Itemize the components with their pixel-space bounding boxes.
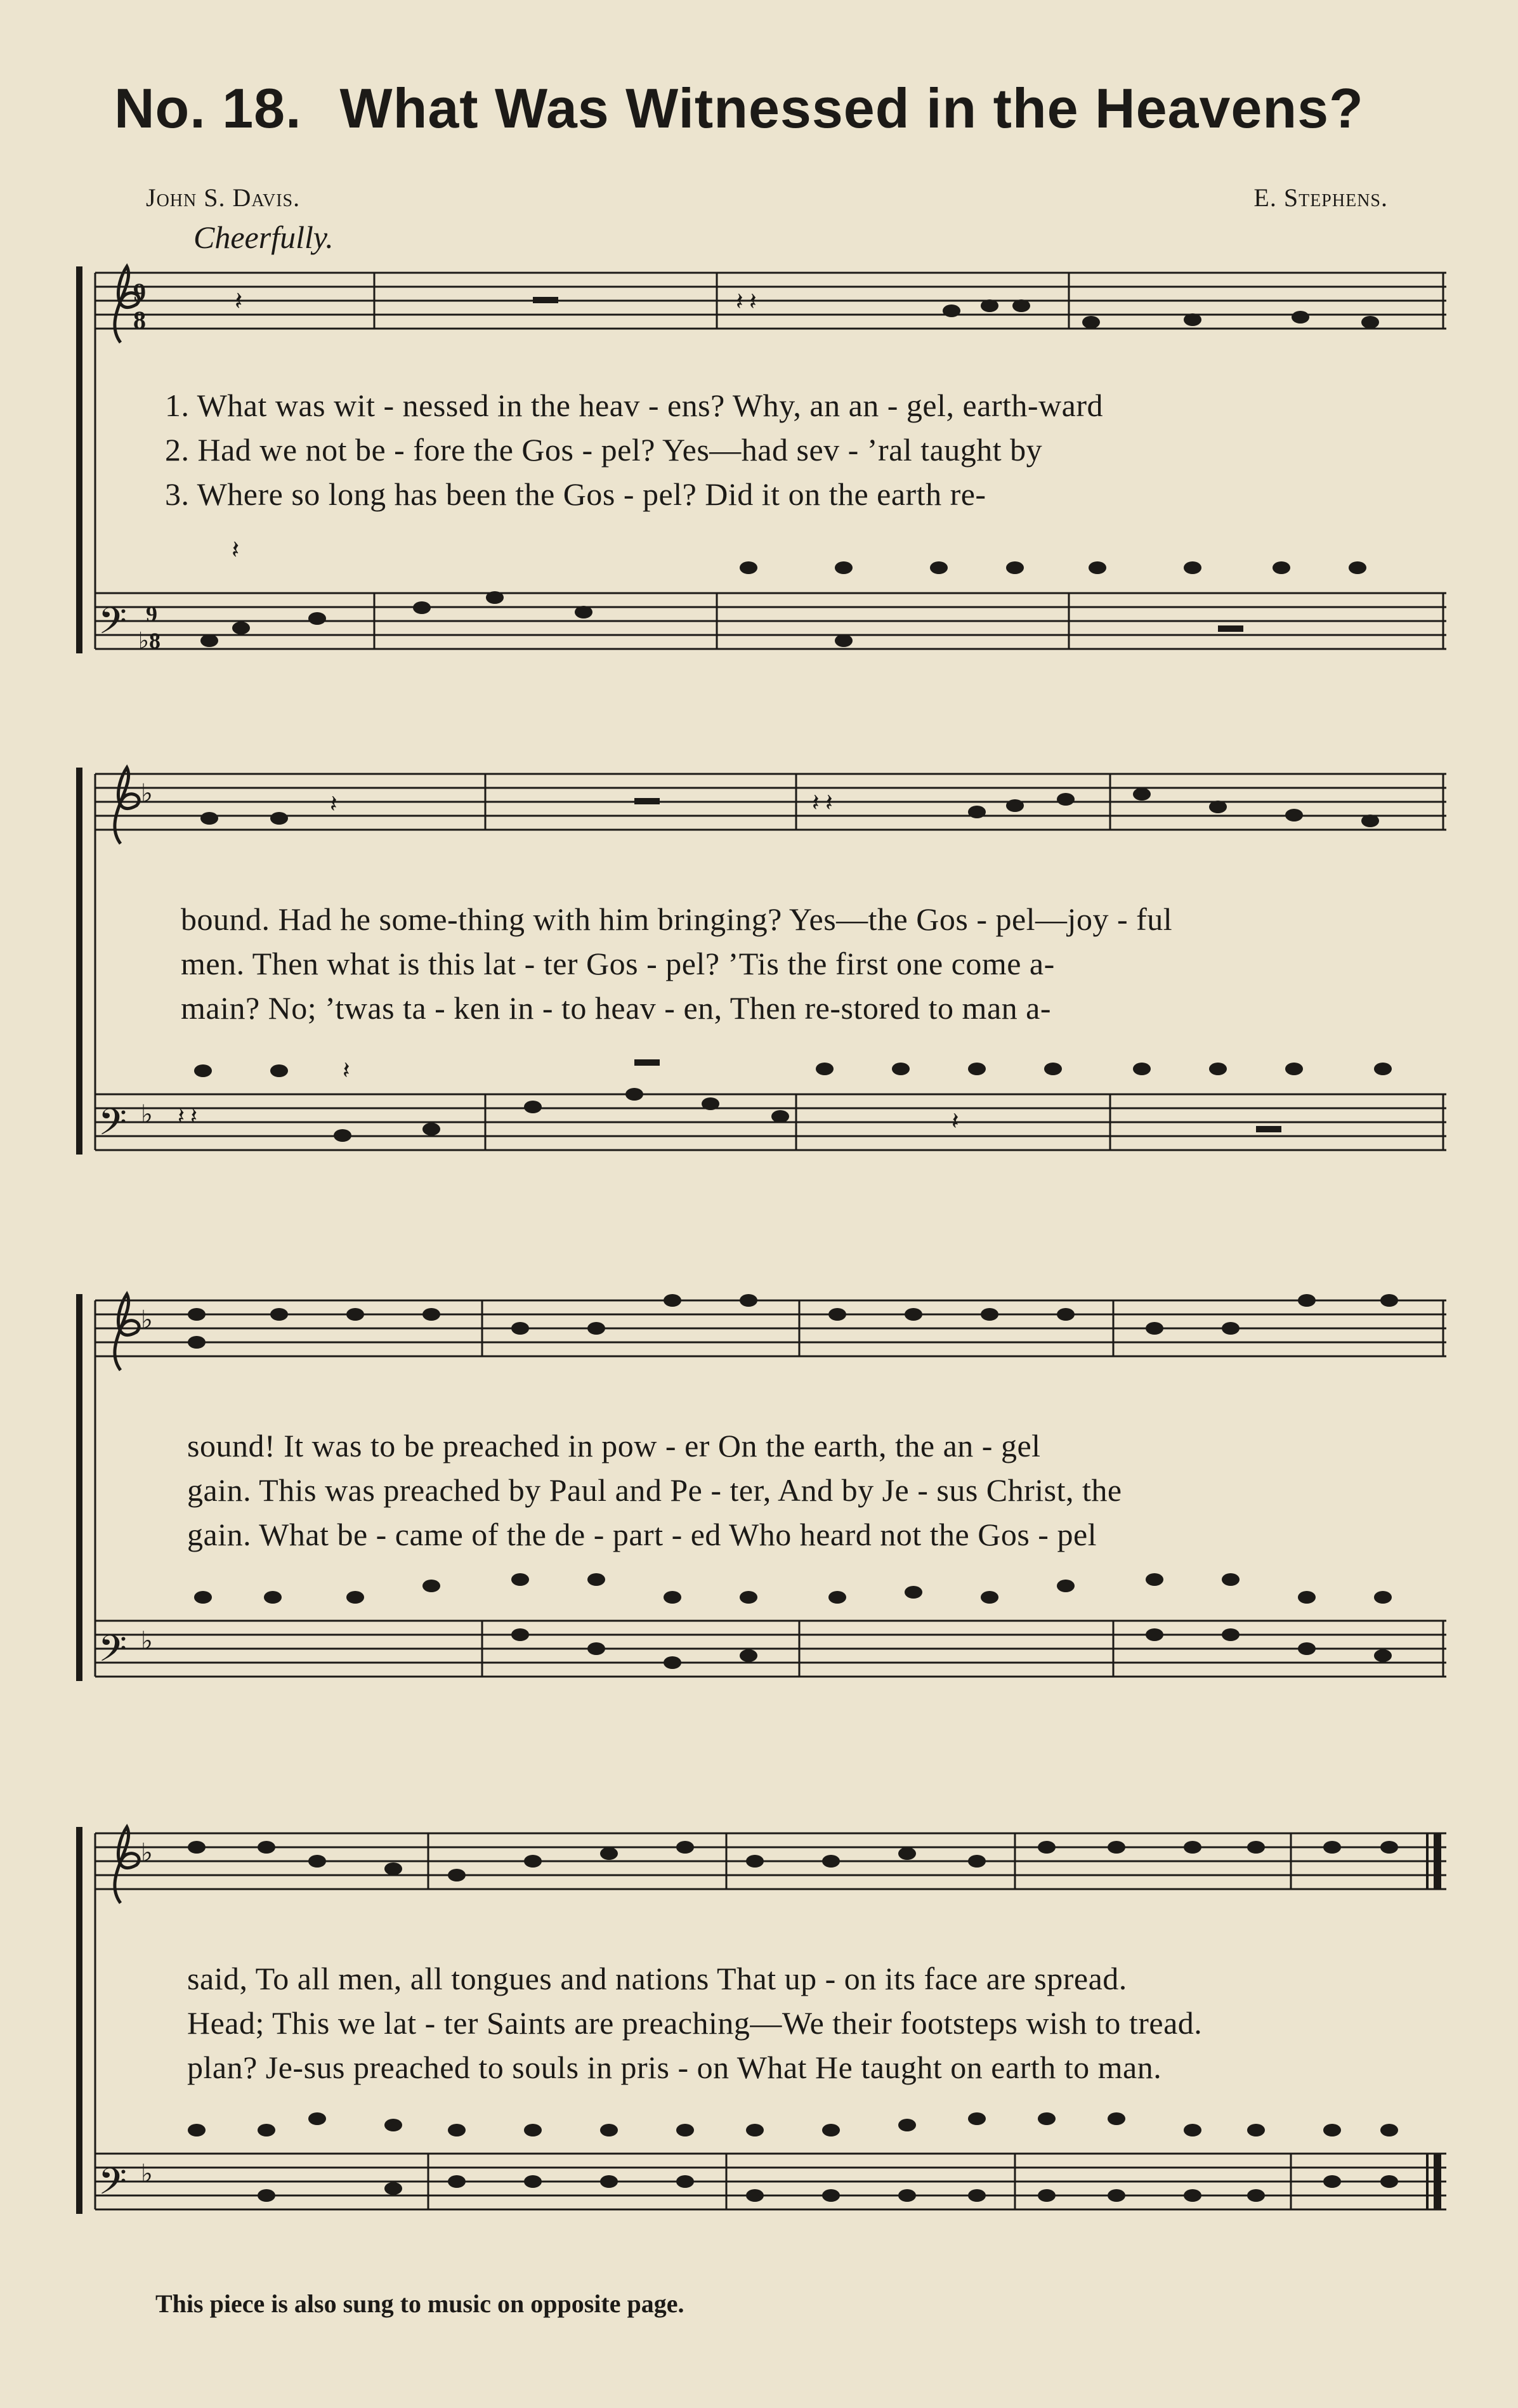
svg-text:𝄽: 𝄽 xyxy=(235,287,243,315)
svg-text:𝄽 𝄽: 𝄽 𝄽 xyxy=(178,1104,198,1129)
svg-text:𝄢: 𝄢 xyxy=(98,2163,128,2211)
music-system-4 xyxy=(76,1821,1446,2265)
footnote: This piece is also sung to music on opposite page. xyxy=(155,2289,684,2318)
lyric-verse-2: gain. This was preached by Paul and Pe - ter, And by Je - sus Christ, the xyxy=(187,1472,1122,1508)
lyricist-credit: John S. Davis. xyxy=(146,183,301,212)
lyric-verse-3: main? No; ’twas ta - ken in - to heav - en, Then re-stored to man a- xyxy=(181,990,1051,1026)
lyric-verse-2: men. Then what is this lat - ter Gos - pel? ’Tis the first one come a- xyxy=(181,946,1055,981)
svg-text:♭8: ♭8 xyxy=(138,628,160,653)
svg-text:𝄽 𝄽: 𝄽 𝄽 xyxy=(736,289,757,315)
staff-notation-3 xyxy=(76,1288,1446,1732)
music-system-1 xyxy=(76,260,1446,704)
music-system-3 xyxy=(76,1288,1446,1732)
lyric-verse-1: 1. What was wit - nessed in the heav - ens? Why, an an - gel, earth-ward xyxy=(165,388,1104,423)
svg-text:♭: ♭ xyxy=(141,2159,153,2188)
svg-text:♭: ♭ xyxy=(141,1100,153,1129)
svg-text:9: 9 xyxy=(133,278,146,306)
svg-text:𝄢: 𝄢 xyxy=(98,602,128,651)
svg-text:𝄢: 𝄢 xyxy=(98,1103,128,1152)
svg-text:𝄽: 𝄽 xyxy=(330,791,337,818)
hymn-heading xyxy=(114,76,1364,141)
lyric-verse-1: bound. Had he some-thing with him bringing? Yes—the Gos - pel—joy - ful xyxy=(181,901,1173,937)
staff-notation-4 xyxy=(76,1821,1446,2265)
music-system-2 xyxy=(76,761,1446,1205)
svg-text:𝄢: 𝄢 xyxy=(98,1630,128,1678)
lyric-verse-3: gain. What be - came of the de - part - ed Who heard not the Gos - pel xyxy=(187,1517,1097,1552)
svg-text:𝄽: 𝄽 xyxy=(952,1108,959,1135)
tempo-marking: Cheerfully. xyxy=(193,219,334,255)
lyric-verse-3: plan? Je-sus preached to souls in pris - on What He taught on earth to man. xyxy=(187,2050,1162,2085)
svg-text:8: 8 xyxy=(133,306,146,334)
staff-notation-2 xyxy=(76,761,1446,1205)
lyric-verse-3: 3. Where so long has been the Gos - pel? Did it on the earth re- xyxy=(165,476,986,512)
lyric-verse-2: 2. Had we not be - fore the Gos - pel? Yes—had sev - ’ral taught by xyxy=(165,432,1043,468)
svg-text:♭: ♭ xyxy=(141,779,153,808)
svg-text:𝄽: 𝄽 xyxy=(343,1057,350,1084)
svg-text:𝄽: 𝄽 xyxy=(232,535,240,564)
svg-text:♭: ♭ xyxy=(141,1838,153,1867)
svg-text:9: 9 xyxy=(146,601,157,627)
lyric-verse-2: Head; This we lat - ter Saints are preaching—We their footsteps wish to tread. xyxy=(187,2005,1203,2041)
lyric-verse-1: said, To all men, all tongues and nations That up - on its face are spread. xyxy=(187,1961,1127,1996)
lyric-verse-1: sound! It was to be preached in pow - er On the earth, the an - gel xyxy=(187,1428,1041,1463)
hymn-number: No. 18. xyxy=(114,77,302,140)
hymn-title: What Was Witnessed in the Heavens? xyxy=(339,77,1364,140)
svg-text:♭: ♭ xyxy=(141,1626,153,1655)
composer-credit: E. Stephens. xyxy=(1253,183,1388,212)
svg-text:♭: ♭ xyxy=(141,1305,153,1334)
svg-text:𝄽 𝄽: 𝄽 𝄽 xyxy=(812,790,833,816)
